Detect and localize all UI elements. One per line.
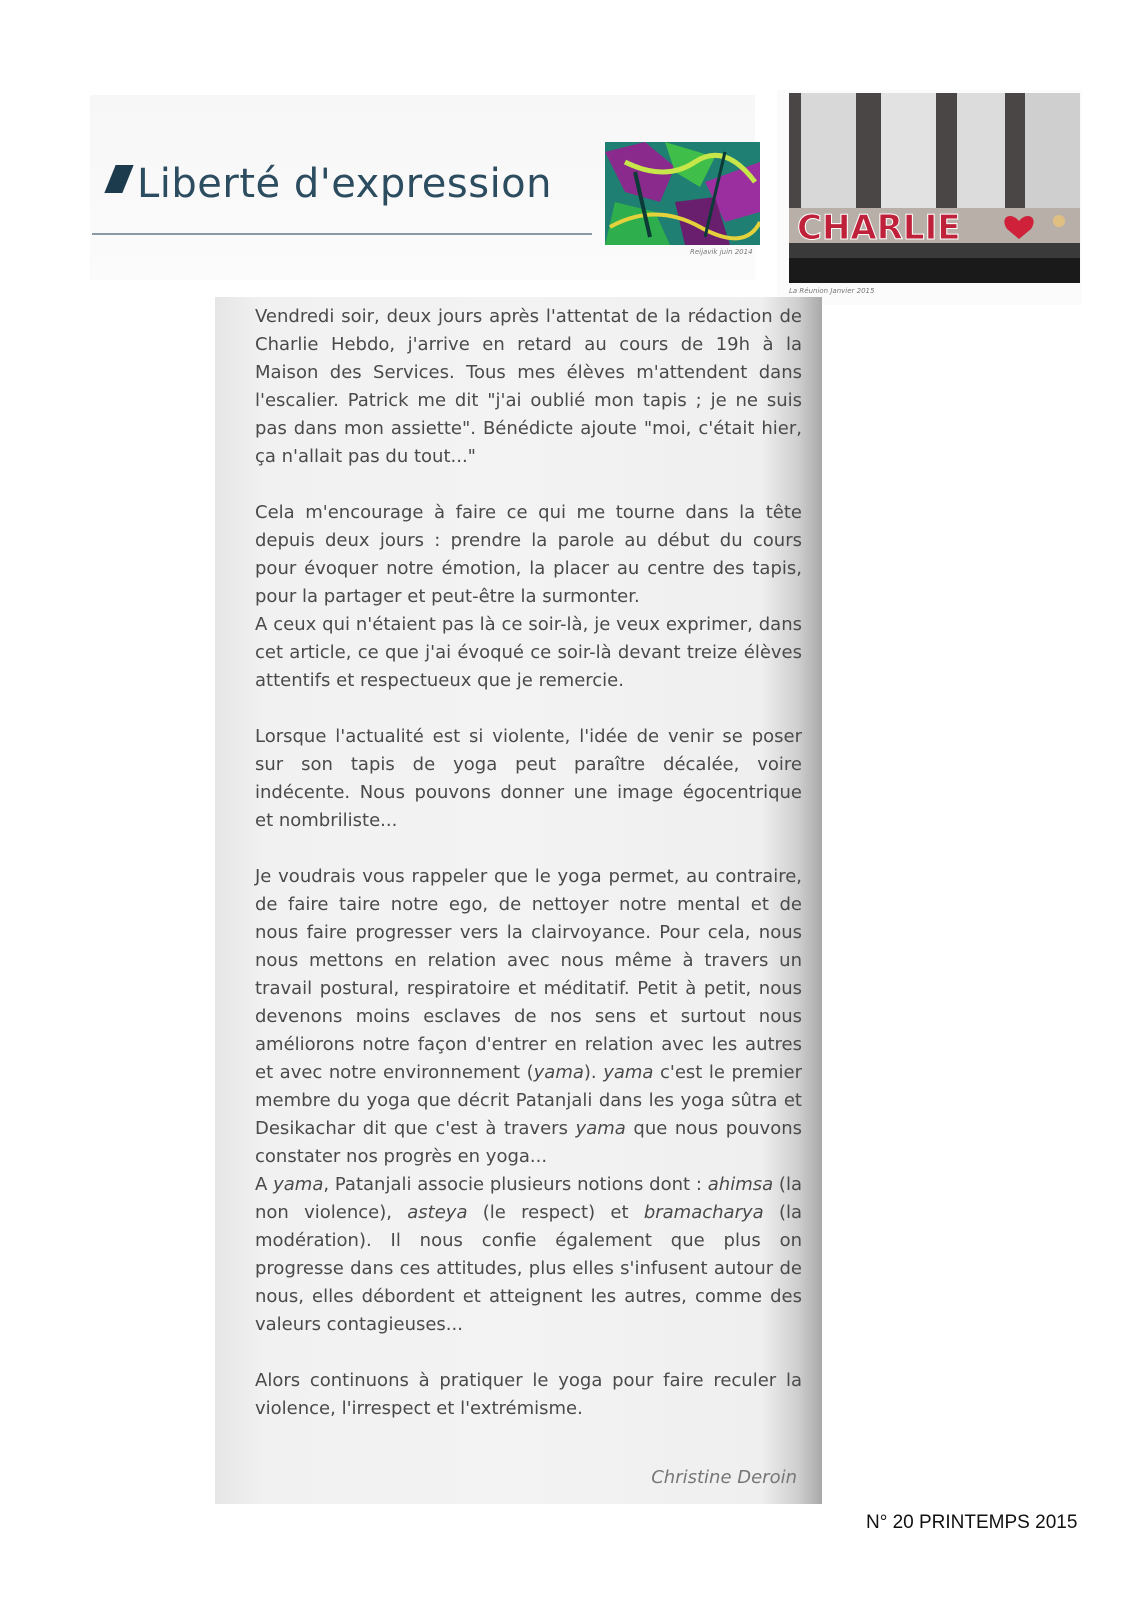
charlie-photo: [789, 93, 1080, 283]
article-paragraph: [255, 1367, 802, 1423]
paragraph-text: A: [255, 1174, 274, 1195]
article-body: [255, 303, 802, 1451]
title-underline: [92, 233, 592, 235]
italic-term: yama: [575, 1118, 626, 1139]
paragraph-text: , Patanjali associe plusieurs notions dont :: [323, 1174, 708, 1195]
building-photo: [789, 93, 1080, 283]
paragraph-text: Alors continuons à pratiquer le yoga pour faire reculer la violence, l'irrespect et l'extrémisme.: [255, 1370, 802, 1419]
issue-number: N° 20 PRINTEMPS 2015: [866, 1512, 1078, 1533]
article-paragraph: [255, 303, 802, 471]
graffiti-image: [605, 142, 760, 245]
italic-term: yama: [273, 1174, 324, 1195]
paragraph-text: que nous pouvons constater nos progrès en yoga...: [255, 1118, 802, 1167]
author-signature: Christine Deroin: [651, 1467, 797, 1488]
article-paragraph: [255, 863, 802, 1171]
italic-term: ahimsa: [707, 1174, 774, 1195]
graffiti-artwork: [605, 142, 760, 245]
italic-term: yama: [533, 1062, 584, 1083]
paragraph-text: (la modération). Il nous confie également que plus on progresse dans ces attitudes, plus elles s'infusent autour de nous, elles débordent et atteignent les autres, comme des valeurs contagieuses...: [255, 1202, 802, 1335]
paragraph-text: Cela m'encourage à faire ce qui me tourne dans la tête depuis deux jours : prendre la parole au début du cours pour évoquer notre émotion, la placer au centre des tapis, pour la partager et peut-être la surmonter.: [255, 502, 802, 607]
article-paragraph: [255, 611, 802, 695]
paragraph-text: (la non violence),: [255, 1174, 802, 1223]
photo-caption: La Réunion Janvier 2015: [789, 287, 875, 295]
paragraph-text: Vendredi soir, deux jours après l'attentat de la rédaction de Charlie Hebdo, j'arrive en retard au cours de 19h à la Maison des Services. Tous mes élèves m'attendent dans l'escalier. Patrick me dit "j'ai oublié mon tapis ; je ne suis pas dans mon assiette". Bénédicte ajoute "moi, c'était hier, ça n'allait pas du tout...": [255, 306, 802, 467]
article-column: [215, 297, 822, 1504]
paragraph-text: Lorsque l'actualité est si violente, l'idée de venir se poser sur son tapis de yoga peut paraître décalée, voire indécente. Nous pouvons donner une image égocentrique et nombriliste...: [255, 726, 802, 831]
italic-term: bramacharya: [643, 1202, 764, 1223]
charlie-sign-text: CHARLIE: [797, 208, 961, 248]
paragraph-text: Je voudrais vous rappeler que le yoga permet, au contraire, de faire taire notre ego, de nettoyer notre mental et de nous faire progresser vers la clairvoyance. Pour cela, nous nous mettons en relation avec nous même à travers un travail postural, respiratoire et méditatif. Petit à petit, nous devenons moins esclaves de nos sens et surtout nous améliorons notre façon d'entrer en relation avec les autres et avec notre environnement (: [255, 866, 802, 1083]
article-paragraph: [255, 499, 802, 611]
article-paragraph: [255, 1171, 802, 1339]
paragraph-text: ).: [583, 1062, 604, 1083]
paragraph-text: c'est le premier membre du yoga que décrit Patanjali dans les yoga sûtra et Desikachar dit que c'est à travers: [255, 1062, 803, 1139]
page-title: Liberté d'expression: [137, 161, 552, 207]
paragraph-text: A ceux qui n'étaient pas là ce soir-là, je veux exprimer, dans cet article, ce que j'ai évoqué ce soir-là devant treize élèves attentifs et respectueux que je remercie.: [255, 614, 802, 691]
article-paragraph: [255, 723, 802, 835]
italic-term: asteya: [407, 1202, 468, 1223]
graffiti-caption: Reijavik juin 2014: [690, 248, 753, 256]
paragraph-text: (le respect) et: [467, 1202, 644, 1223]
italic-term: yama: [603, 1062, 654, 1083]
